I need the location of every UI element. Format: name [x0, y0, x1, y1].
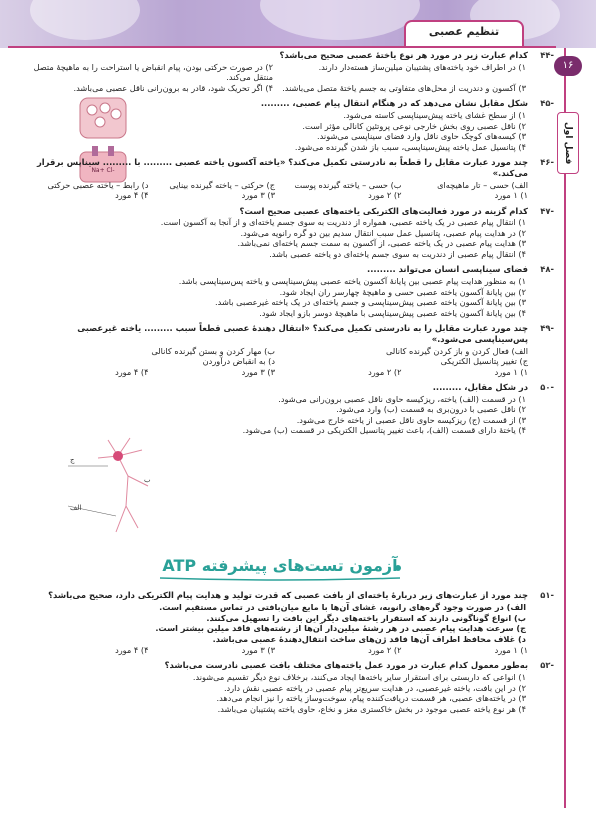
option[interactable]: ۲) ناقل عصبی روی بخش خارجی نوعی پروتئین کانالی مؤثر است. — [302, 120, 526, 131]
option[interactable]: ۳) آکسون و دندریت از محل‌های متفاوتی به جسم یاختهٔ متصل می‌باشند. — [282, 82, 526, 93]
section-title: تنظیم عصبی — [428, 25, 500, 38]
choice[interactable]: ۲) ۲ مورد — [368, 190, 402, 200]
choice[interactable]: ۴) ۴ مورد — [115, 190, 149, 200]
statement: د) رابط – یاخته عصبی حرکتی — [47, 179, 149, 190]
page-number: ۱۶ — [554, 56, 582, 76]
option[interactable]: ۳) در یاخته‌های عصبی، هر قسمت دریافت‌کننده پیام، سوخت‌وساز یاخته را نیز انجام می‌دهد. — [216, 693, 526, 704]
label-c: ج — [70, 456, 75, 464]
advanced-questions-block — [22, 590, 554, 720]
question-51 — [22, 590, 554, 655]
banner-decoration — [30, 0, 140, 40]
question-number: -۵۲ — [540, 660, 554, 671]
question-stem: فضای سیناپسی انسان می‌تواند ......... — [367, 264, 528, 275]
statement: ب) مهار کردن و بستن گیرنده کانالی — [151, 345, 275, 356]
choice[interactable]: ۱) ۱ مورد — [494, 644, 528, 655]
option[interactable]: ۳) کیسه‌های کوچک حاوی ناقل وارد فضای سیناپسی می‌شوند. — [317, 131, 526, 141]
option[interactable]: ۲) در این بافت، یاخته غیرعصبی، در هدایت سریع‌تر پیام عصبی در یاخته عصبی نقش دارد. — [223, 682, 526, 693]
option[interactable]: ۴) هر نوع یاخته عصبی موجود در بخش خاکستری مغز و نخاع، حاوی یاخته پشتیبان می‌باشد. — [217, 704, 526, 715]
section-tab — [404, 20, 524, 48]
question-number: -۴۵ — [540, 98, 554, 109]
option[interactable]: ۴) یاختهٔ دارای قسمت (الف)، باعث تغییر پتانسیل الکتریکی در قسمت (ب) می‌شود. — [242, 425, 526, 436]
option[interactable]: ۲) ناقل عصبی با درون‌بری به قسمت (ب) وارد می‌شود. — [336, 404, 526, 415]
option[interactable]: ۲) در هدایت پیام عصبی، پتانسیل عمل سبب انتقال سدیم بین دو گره رانویه می‌شود. — [240, 227, 526, 238]
questions-block — [22, 50, 554, 441]
statement: الف) در صورت وجود گره‌های رانویه، غشای آن‌ها با مایع میان‌بافتی در تماس مستقیم است. — [159, 601, 526, 612]
option[interactable]: ۱) به منظور هدایت پیام عصبی بین پایانهٔ آکسون یاخته عصبی پیش‌سیناپسی و یاخته پس‌سیناپسی باشد. — [178, 276, 526, 286]
advanced-tests-title — [150, 552, 410, 582]
question-stem: چند مورد از عبارت‌های زیر دربارهٔ یاخته‌ای از بافت عصبی که قدرت تولید و هدایت پیام الکتریکی دارد، صحیح می‌باشد؟ — [48, 590, 528, 600]
question-number: -۴۷ — [540, 205, 554, 216]
banner-decoration — [260, 0, 420, 40]
statement: ب) انواع گوناگونی دارند که استقرار یاخته‌های دیگر این بافت را تسهیل می‌کنند. — [206, 612, 526, 623]
question-48 — [22, 264, 554, 318]
statement: الف) فعال کردن و باز کردن گیرنده کانالی — [385, 345, 528, 356]
question-stem: کدام گزینه در مورد فعالیت‌های الکتریکی یاخته‌های عصبی صحیح است؟ — [239, 205, 528, 216]
question-stem: چند مورد عبارت مقابل را به نادرستی تکمیل می‌کند؟ «انتقال دهندهٔ عصبی قطعاً سبب ......... یاخته غیرعصبی پس‌سیناپسی می‌شود.» — [77, 323, 528, 344]
ion-label: Na+ Cl- — [91, 167, 115, 174]
option[interactable]: ۱) در اطراف خود یاخته‌های پشتیبان میلین‌ساز هسته‌دار دارند. — [318, 61, 526, 72]
choice[interactable]: ۳) ۳ مورد — [241, 366, 275, 377]
choice[interactable]: ۳) ۳ مورد — [241, 190, 275, 200]
question-number: -۴۹ — [540, 323, 554, 333]
question-number: -۵۰ — [540, 382, 554, 392]
question-number: -۵۱ — [540, 590, 554, 600]
choice[interactable]: ۴) ۴ مورد — [115, 366, 149, 377]
question-stem: شکل مقابل نشان می‌دهد که در هنگام انتقال پیام عصبی، ......... — [260, 98, 528, 109]
choice[interactable]: ۲) ۲ مورد — [368, 644, 402, 655]
option[interactable]: ۳) بین پایانهٔ آکسون یاخته عصبی پیش‌سیناپسی و جسم یاخته‌ای در یک یاخته غیرعصبی باشد. — [215, 297, 526, 307]
question-47 — [22, 206, 554, 260]
statement: ج) سرعت هدایت پیام عصبی در هر رشتهٔ میلین‌دار آن‌ها از رشته‌های فاقد میلین بیشتر است. — [155, 623, 526, 634]
question-50 — [132, 382, 554, 436]
option[interactable]: ۳) از قسمت (ج) ریزکیسه حاوی ناقل عصبی از یاخته خارج می‌شود. — [296, 414, 526, 425]
statement: ج) حرکتی – یاخته گیرنده بینایی — [169, 179, 275, 190]
neuron-figure — [68, 436, 152, 540]
statement: د) غلاف محافظ اطراف آن‌ها فاقد ژن‌های ساخت انتقال‌دهندهٔ عصبی می‌باشد. — [212, 633, 526, 644]
label-b: ب — [144, 476, 151, 484]
chapter-label: فصل اول — [557, 112, 579, 174]
question-stem: به‌طور معمول کدام عبارت در مورد عمل یاخته‌های مختلف بافت عصبی نادرست می‌باشد؟ — [164, 660, 528, 671]
option[interactable]: ۴) بین پایانهٔ آکسون یاخته عصبی پیش‌سیناپسی با ماهیچهٔ دوسر بازو ایجاد شود. — [259, 307, 526, 318]
option[interactable]: ۱) انواعی که داربستی برای استقرار سایر یاخته‌ها ایجاد می‌کنند، برخلاف نوع دیگر تقسیم می‌شوند. — [192, 672, 526, 683]
choice[interactable]: ۱) ۱ مورد — [494, 366, 528, 377]
question-number: -۴۴ — [540, 50, 554, 60]
question-number: -۴۸ — [540, 264, 554, 275]
choice[interactable]: ۱) ۱ مورد — [494, 190, 528, 200]
option[interactable]: ۱) از سطح غشای یاخته پیش‌سیناپسی کاسته می‌شود. — [343, 110, 526, 120]
question-stem: در شکل مقابل، ......... — [432, 382, 528, 392]
choice[interactable]: ۴) ۴ مورد — [115, 644, 149, 655]
option[interactable]: ۴) انتقال پیام عصبی از دندریت به سوی جسم یاخته‌ای دو یاخته عصبی باشد. — [269, 248, 526, 259]
statement: د) به انقباض درآوردن — [202, 356, 275, 366]
option[interactable]: ۴) اگر تحریک شود، قادر به برون‌رانی ناقل عصبی می‌باشد. — [73, 82, 273, 93]
option[interactable]: ۳) هدایت پیام عصبی در یک یاخته عصبی، از آکسون به سمت جسم یاخته‌ای نمی‌باشد. — [237, 238, 526, 249]
choice[interactable]: ۳) ۳ مورد — [241, 644, 275, 655]
question-stem: کدام عبارت زیر در مورد هر نوع یاختهٔ عصبی صحیح می‌باشد؟ — [279, 50, 528, 60]
question-45 — [92, 98, 554, 152]
advanced-title-text: آزمون تست‌های پیشرفته ATP — [162, 556, 398, 575]
option[interactable]: ۱) انتقال پیام عصبی در یک یاخته عصبی، همواره از دندریت به سوی جسم یاخته‌ای و از آنجا به آکسون است. — [160, 217, 526, 228]
label-a: الف — [70, 504, 82, 512]
header-banner — [0, 0, 596, 48]
statement: الف) حسی – تار ماهیچه‌ای — [437, 179, 528, 190]
question-46 — [22, 157, 554, 201]
question-49 — [22, 323, 554, 377]
option[interactable]: ۲) بین پایانهٔ آکسون یاخته عصبی حسی و ماهیچهٔ چهارسر ران ایجاد شود. — [279, 286, 526, 297]
statement: ب) حسی – یاخته گیرنده پوست — [294, 179, 402, 190]
option[interactable]: ۱) در قسمت (الف) یاخته، ریزکیسه حاوی ناقل عصبی برون‌رانی می‌شود. — [278, 393, 526, 404]
question-52 — [22, 660, 554, 715]
choice[interactable]: ۲) ۲ مورد — [368, 366, 402, 377]
header-divider — [8, 46, 556, 48]
question-44 — [22, 50, 554, 93]
option[interactable]: ۴) پتانسیل عمل یاخته پیش‌سیناپسی، سبب باز شدن گیرنده می‌شود. — [294, 141, 526, 152]
question-stem: چند مورد عبارت مقابل را قطعاً به نادرستی تکمیل می‌کند؟ «یاخته آکسون یاخته عصبی ......... با ......... سیناپس برقرار می‌کند.» — [36, 157, 528, 178]
option[interactable]: ۲) در صورت حرکتی بودن، پیام انقباض یا استراحت را به ماهیچهٔ متصل منتقل می‌کند. — [33, 61, 273, 83]
statement: ج) تغییر پتانسیل الکتریکی — [440, 356, 528, 366]
question-number: -۴۶ — [540, 157, 554, 167]
